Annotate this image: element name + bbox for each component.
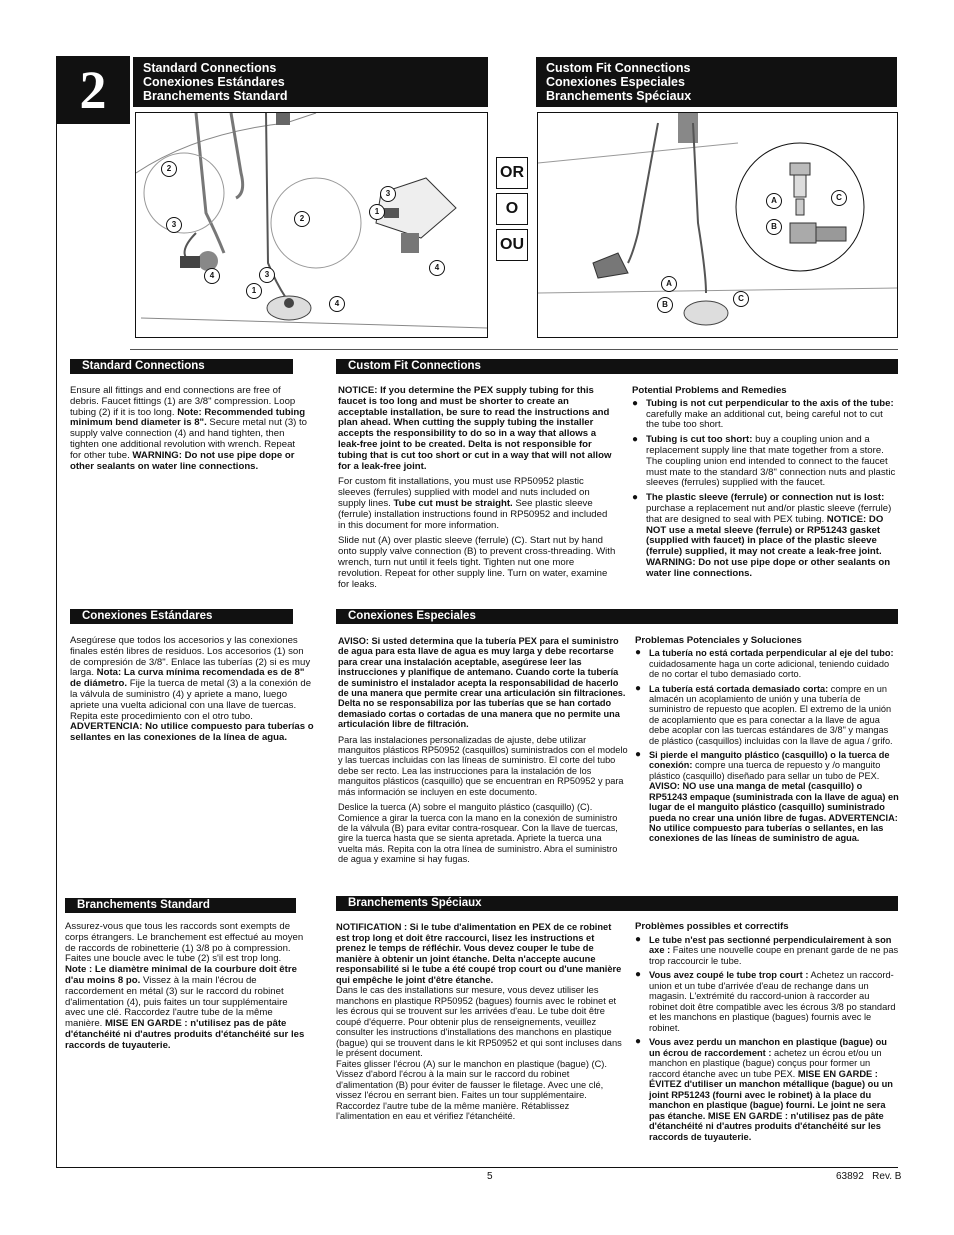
note: Note: Recommended tubing minimum bend diameter is 8". [70,406,306,429]
text: Vous avez perdu un manchon en plastique (bague) ou un écrou de raccordement : [649,1037,887,1058]
problems-es [635,636,899,848]
notice: NOTIFICATION : Si le tube d'alimentation en PEX de ce robinet est trop long et doit être raccourci, lisez les instructions et prenez le temps de réfléchir. Vous devez couper le tube de manière à obtenir un joint étanche. Delta n'accepte aucune responsabilité si le tube a été coupé trop court ou d'une manière qui empêche le joint d'être étanche. [336,922,622,985]
header-custom-es: Conexiones Especiales [546,75,685,89]
list-item [632,493,898,579]
warning: ADVERTENCIA: No utilice compuesto para tuberías o sellantes en las conexiones de la línea de agua. [70,721,314,744]
header-custom [536,57,897,107]
text: Achetez un raccord-union et un tube d'arrivée d'eau de rechange dans un magasin. L'extrémité du raccord-union à raccorder au robinet doit être compatible avec les écrous 3/8 po standard et les manchons en plastique (bagues) fournis avec le robinet. [649,970,896,1033]
step-number: 2 [56,56,130,124]
figure-divider [130,349,898,350]
header-custom-fr: Branchements Spéciaux [546,89,692,103]
section-title-custom-en: Custom Fit Connections [336,359,898,374]
text: Faites glisser l'écrou (A) sur le manchon en plastique (bague) (C). Vissez d'abord l'écrou à la main sur le raccord du robinet d'alimentation (B) pour éviter de fausser le filetage. Avec une clé, vissez l'écrou en serrant bien. Faites un tour supplémentaire. Raccordez l'autre tube de la même manière. Rétablissez l'alimentation en eau et vérifiez l'étanchéité. [336,1058,607,1121]
text: AVISO: NO use una manga de metal (casquillo) o RP51243 empaque (suministrada con la llave de agua) en lugar de el manguito plástico (casquillo) suministrado pueda no crear una unión libre de fugas. ADVERTENCIA: No utilice compuesto para tuberías o sellantes, en las conexiones de las líneas de suministro de agua. [649,781,899,844]
text: Vous avez coupé le tube trop court : [649,970,809,980]
bottom-rule [56,1167,898,1168]
text: Dans le cas des installations sur mesure, vous devez utiliser les manchons en plastique RP50952 (bagues) fournis avec le robinet et les écrous qui se trouvent sur les arrivées d'eau. Le tube doit être coupé d'équerre. Pour obtenir plus de renseignements, veuillez consulter les instructions d'installations des manchons en plastique (bague) qui se trouvent dans le kit RP50952 et qui sont incluses dans le présent document. [336,985,622,1058]
callout-1: 1 [369,204,385,220]
callout-4: 4 [329,296,345,312]
callout-4: 4 [429,260,445,276]
text: The plastic sleeve (ferrule) or connection nut is lost: [646,492,885,504]
text: La tubería está cortada demasiado corta: [649,683,829,694]
note: Note : Le diamètre minimal de la courbure doit être d'au moins 8 po. [65,964,297,986]
callout-4: 4 [204,268,220,284]
callout-B: B [657,297,673,313]
text: purchase a replacement nut and/or plastic sleeve (ferrule) that are designed to seal with PEX tubing. [646,502,892,525]
text: Tubing is cut too short: [646,434,753,446]
text: Slide nut (A) over plastic sleeve (ferrule) (C). Start nut by hand onto supply valve connection (B) to prevent cross-threading. With wrench, turn nut until it feels tight. Tighten nut one more revolution. Repeat for other supply line. Turn on water, examine for leaks. [338,535,616,590]
callout-A: A [661,276,677,292]
text: For custom fit installations, you must use RP50952 plastic sleeves (ferrules) supplied with model and nuts included on supply lines. [338,476,590,509]
text: carefully make an additional cut, being careful not to cut the tube too short. [646,408,883,431]
problems-fr [635,922,899,1146]
standard-faucet-illustration [136,113,488,338]
text: Faites une nouvelle coupe en prenant garde de ne pas trop raccourcir le tube. [649,945,899,966]
list-item [635,684,899,746]
problems-en [632,386,898,584]
standard-text-fr [65,922,305,1057]
revision: Rev. B [872,1171,902,1182]
warning: WARNING: Do not use pipe dope or other sealants on water line connections. [70,449,295,472]
text: MISE EN GARDE : ÉVITEZ d'utiliser un manchon métallique (bague) ou un joint RP51243 (fourni avec le robinet) à la place du manchon en plastique (bague) fourni. Le joint ne sera pas étanche. MISE EN GARDE : n'utilisez pas de pâte d'étanchéité ni d'autres produits d'étanchéité sur les raccords de tuyauterie. [649,1068,893,1142]
section-title-custom-es: Conexiones Especiales [336,609,898,624]
callout-2: 2 [161,161,177,177]
header-standard-fr: Branchements Standard [143,89,288,103]
list-item [635,750,899,844]
text: buy a coupling union and a replacement supply line that mate together from a store. The coupling union end intended to connect to the faucet must mate to the standard 3/8" connection nuts and plastic sleeves (ferrules) supplied with the faucet. [646,434,896,489]
page-number: 5 [487,1171,493,1182]
custom-text-es [338,636,628,870]
left-rule [56,124,57,1168]
notice: AVISO: Si usted determina que la tubería PEX para el suministro de agua para esta llave de agua es muy larga y debe recortarse para crear una instalación aceptable, asegúrese leer las instrucciones y planifique de antemano. Cuando corte la tubería de suministro el instalador acepta la responsabilidad de hacerlo de una manera que permite crear una articulación sin filtraciones. Delta no se responsabiliza por las tuberías que se han cortado demasiado cortas o cortadas de una manera que no permite una articulación libre de filtración. [338,636,626,730]
problems-title: Problèmes possibles et correctifs [635,921,789,932]
text: achetez un écrou et/ou un manchon en plastique (bague) conçus pour former un raccord étanche avec un tube PEX. [649,1047,882,1079]
text: La tubería no está cortada perpendicular al eje del tubo: [649,648,894,659]
doc-id: 63892 [836,1171,864,1182]
text: Ensure all fittings and end connections are free of debris. Faucet fittings (1) are 3/8" compression. Loop tubing (2) if it is too long. [70,385,296,418]
note: Nota: La curva mínima recomendada es de 8" de diámetro. [70,667,305,690]
warning: MISE EN GARDE : n'utilisez pas de pâte d'étanchéité ni d'autres produits d'étanchéité sur les raccords de tuyauterie. [65,1018,305,1051]
or-label-es: O [496,193,528,225]
header-custom-en: Custom Fit Connections [546,61,691,75]
or-label-fr: OU [496,229,528,261]
custom-text-en [338,386,616,595]
text: Secure metal nut (3) to supply valve connection (4) and hand tighten, then tighten one additional revolution with wrench. Repeat for other tube. [70,417,308,461]
list-item [635,935,899,967]
standard-connections-figure [135,112,488,338]
section-title-standard-en: Standard Connections [70,359,293,374]
text: Deslice la tuerca (A) sobre el manguito plástico (casquillo) (C). Comience a girar la tuerca con la mano en la conexión de suministro de la válvula (B) para evitar contra-rosquear. Con la llave de tuercas, gire la tuerca hasta que se sienta apretada. Apriete la tuerca una vuelta más. Repita con la otra línea de suministro. Abra el suministro de agua y examine si hay fugas. [338,802,618,865]
text: Tube cut must be straight. [393,497,513,509]
callout-A: A [766,193,782,209]
custom-faucet-illustration [538,113,898,338]
text: Asegúrese que todos los accesorios y las conexiones finales estén libres de residuos. Los accesorios (1) son de compresión de 3/8". Enlace las tuberías (2) si es muy larga. [70,635,311,679]
text: NOTICE: DO NOT use a metal sleeve (ferrule) or RP51243 gasket (supplied with faucet) in place of the plastic sleeve (ferrule) supplied, it may not create a leak-free joint. WARNING: Do not use pipe dope or other sealants on water line connections. [646,513,891,579]
or-label-en: OR [496,157,528,189]
list-item [635,970,899,1033]
text: Fije la tuerca de metal (3) a la conexión de la válvula de suministro (4) y apriete a mano, luego apriete una vuelta adicional con una llave de tuercas. Repita este procedimiento con el otro tubo. [70,678,312,722]
doc-number [836,1171,901,1182]
text: Para las instalaciones personalizadas de ajuste, debe utilizar manguitos plásticos RP50952 (casquillos) suministrados con el modelo y las tuercas incluidas con las líneas de suministro. El corte del tubo debe ser recto. Lea las instrucciones para la instalación de los manguitos plásticos (casquillo) que se encuentran en RP50952 y para más información se incluyen en este documento. [338,734,628,797]
callout-1: 1 [246,283,262,299]
callout-B: B [766,219,782,235]
section-title-standard-fr: Branchements Standard [65,898,296,913]
callout-C: C [733,291,749,307]
text: Le tube n'est pas sectionné perpendiculairement à son axe : [649,934,892,955]
section-title-standard-es: Conexiones Estándares [70,609,293,624]
header-standard-es: Conexiones Estándares [143,75,285,89]
problems-title: Potential Problems and Remedies [632,385,787,396]
section-title-custom-fr: Branchements Spéciaux [336,896,898,911]
callout-3: 3 [380,186,396,202]
standard-text-es [70,636,314,749]
text: Tubing is not cut perpendicular to the axis of the tube: [646,397,894,409]
list-item [635,1037,899,1142]
notice: NOTICE: If you determine the PEX supply tubing for this faucet is too long and must be shorter to create an acceptable installation, be sure to read the instructions and plan ahead. When cutting the supply tubing the installer accepts the responsibility to do so in a way that allows a leak-free joint to be created. Delta is not responsible for tubing that is cut too short or cut in a way that will not allow for a leak-free joint. [338,385,612,472]
header-standard [133,57,488,107]
text: Assurez-vous que tous les raccords sont exempts de corps étrangers. Le branchement est effectué au moyen de raccords de robinetterie (1) 3/8 po à compression. Faites une boucle avec le tube (2) s'il est trop long. [65,921,304,965]
text: Si pierde el manguito plástico (casquillo) o la tuerca de conexión: [649,750,890,771]
problems-title: Problemas Potenciales y Soluciones [635,635,802,646]
custom-text-fr [336,922,624,1127]
callout-2: 2 [294,211,310,227]
callout-C: C [831,190,847,206]
text: See plastic sleeve (ferrule) installation instructions found in RP50952 and included in this document for more information. [338,497,608,531]
callout-3: 3 [259,267,275,283]
text: compre una tuerca de repuesto y /o manguito plástico (casquillo) diseñado para sellar un tubo de PEX. [649,760,881,781]
standard-text-en [70,386,308,477]
callout-3: 3 [166,217,182,233]
custom-fit-figure [537,112,898,338]
header-standard-en: Standard Connections [143,61,277,75]
text: Vissez à la main l'écrou de raccordement en métal (3) sur le raccord du robinet d'alimentation (4), puis faites un tour supplémentaire avec une clé. Raccordez l'autre tube de la même manière. [65,974,288,1030]
list-item [632,435,898,489]
list-item [635,648,899,679]
text: compre en un almacén un acoplamiento de unión y una tubería de suministro de repuesto que acoplen. El extremo de la unión de acoplamiento que es para conectar a la llave de agua debe acoplar con las tuercas estándares de 3/8" y mangas de plástico (casquillos) incluidas con la llave de agua / grifo. [649,683,893,746]
list-item [632,399,898,431]
text: cuidadosamente haga un corte adicional, teniendo cuidado de no cortar el tubo demasiado corto. [649,658,890,680]
